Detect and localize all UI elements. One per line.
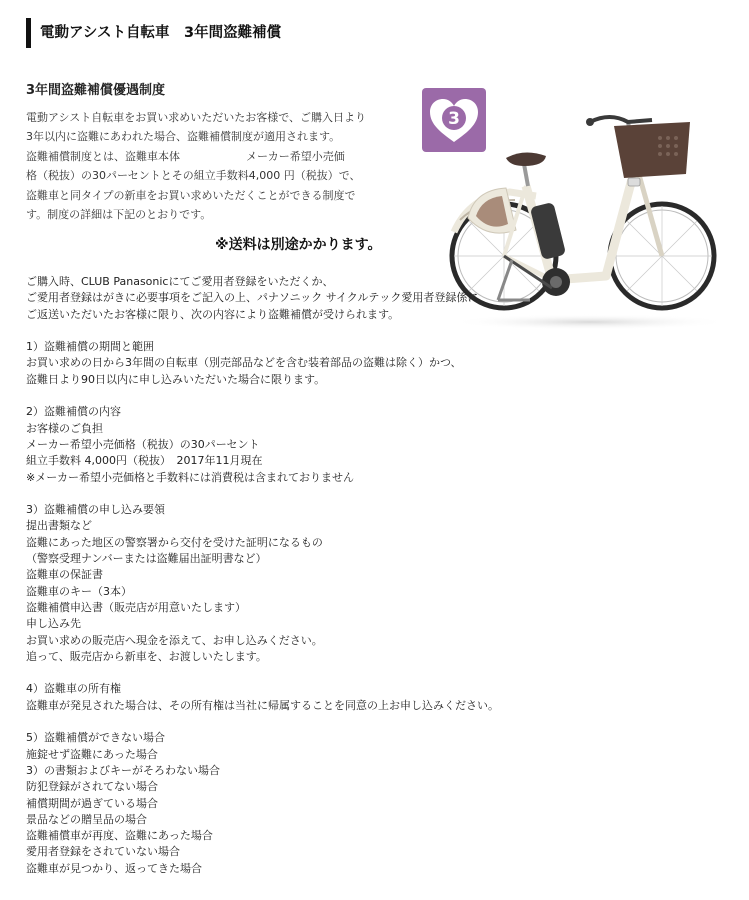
body-line: 補償期間が過ぎている場合 — [26, 796, 158, 810]
body-line: 2）盗難補償の内容 — [26, 405, 121, 419]
body-line: 5）盗難補償ができない場合 — [26, 731, 165, 745]
section-heading: 3年間盗難補償優遇制度 — [26, 83, 166, 98]
body-line: 盗難車の保証書 — [26, 568, 103, 582]
body-line: 組立手数料 4,000円（税抜） 2017年11月現在 — [26, 454, 263, 468]
body-line: 4）盗難車の所有権 — [26, 682, 121, 696]
terms-body — [26, 274, 499, 877]
page-title: 電動アシスト自転車 3年間盗難補償 — [26, 18, 326, 48]
body-line: ご購入時、CLUB Panasonicにてご愛用者登録をいただくか、 — [26, 275, 334, 288]
body-line: 盗難車が見つかり、返ってきた場合 — [26, 861, 202, 875]
body-line: ご愛用者登録はがきに必要事項をご記入の上、パナソニック サイクルテック愛用者登録係に — [26, 291, 479, 305]
body-line: 3）の書類およびキーがそろわない場合 — [26, 763, 220, 777]
intro-line: す。制度の詳細は下記のとおりです。 — [26, 208, 212, 222]
intro-line: 格（税抜）の30パーセントとその組立手数料4,000 円（税抜）で、 — [26, 169, 361, 183]
body-line: メーカー希望小売価格（税抜）の30パーセント — [26, 437, 260, 451]
body-line: ご返送いただいたお客様に限り、次の内容により盗難補償が受けられます。 — [26, 307, 400, 321]
intro-paragraph — [26, 108, 386, 224]
blank-line — [26, 486, 499, 502]
body-line: （警察受理ナンバーまたは盗難届出証明書など） — [26, 552, 267, 566]
body-line: 申し込み先 — [26, 617, 81, 631]
body-line: 防犯登録がされてない場合 — [26, 780, 158, 794]
blank-line — [26, 665, 499, 681]
body-line: 施錠せず盗難にあった場合 — [26, 747, 158, 761]
body-line: 提出書類など — [26, 519, 92, 533]
body-line: 盗難補償申込書（販売店が用意いたします） — [26, 600, 246, 614]
body-line: 盗難車が発見された場合は、その所有権は当社に帰属することを同意の上お申し込みください。 — [26, 698, 499, 712]
body-line: 追って、販売店から新車を、お渡しいたします。 — [26, 649, 267, 663]
body-line: 3）盗難補償の申し込み要領 — [26, 503, 165, 517]
body-line: ※メーカー希望小売価格と手数料には消費税は含まれておりません — [26, 470, 354, 484]
body-line: 愛用者登録をされていない場合 — [26, 845, 180, 859]
blank-line — [26, 388, 499, 404]
badge-number: 3 — [448, 109, 460, 129]
intro-line: 電動アシスト自転車をお買い求めいただいたお客様で、ご購入日より — [26, 111, 367, 124]
body-line: お買い求めの販売店へ現金を添えて、お申し込みください。 — [26, 633, 323, 647]
body-line: 盗難日より90日以内に申し込みいただいた場合に限ります。 — [26, 372, 326, 386]
body-line: 1）盗難補償の期間と範囲 — [26, 340, 154, 354]
body-line: お買い求めの日から3年間の自転車（別売部品などを含む装着部品の盗難は除く）かつ、 — [26, 356, 462, 370]
body-line: 景品などの贈呈品の場合 — [26, 812, 147, 826]
intro-line: 3年以内に盗難にあわれた場合、盗難補償制度が適用されます。 — [26, 130, 341, 144]
body-line: お客様のご負担 — [26, 421, 103, 435]
intro-line: 盗難車と同タイプの新車をお買い求めいただくことができる制度で — [26, 188, 356, 202]
blank-line — [26, 323, 499, 339]
shipping-note: ※送料は別途かかります。 — [215, 237, 382, 253]
intro-line: 盗難補償制度とは、盗難車本体 メーカー希望小売価 — [26, 149, 345, 163]
body-line: 盗難車のキー（3本） — [26, 584, 132, 598]
body-line: 盗難にあった地区の警察署から交付を受けた証明になるもの — [26, 535, 323, 549]
body-line: 盗難補償車が再度、盗難にあった場合 — [26, 829, 213, 843]
blank-line — [26, 714, 499, 730]
